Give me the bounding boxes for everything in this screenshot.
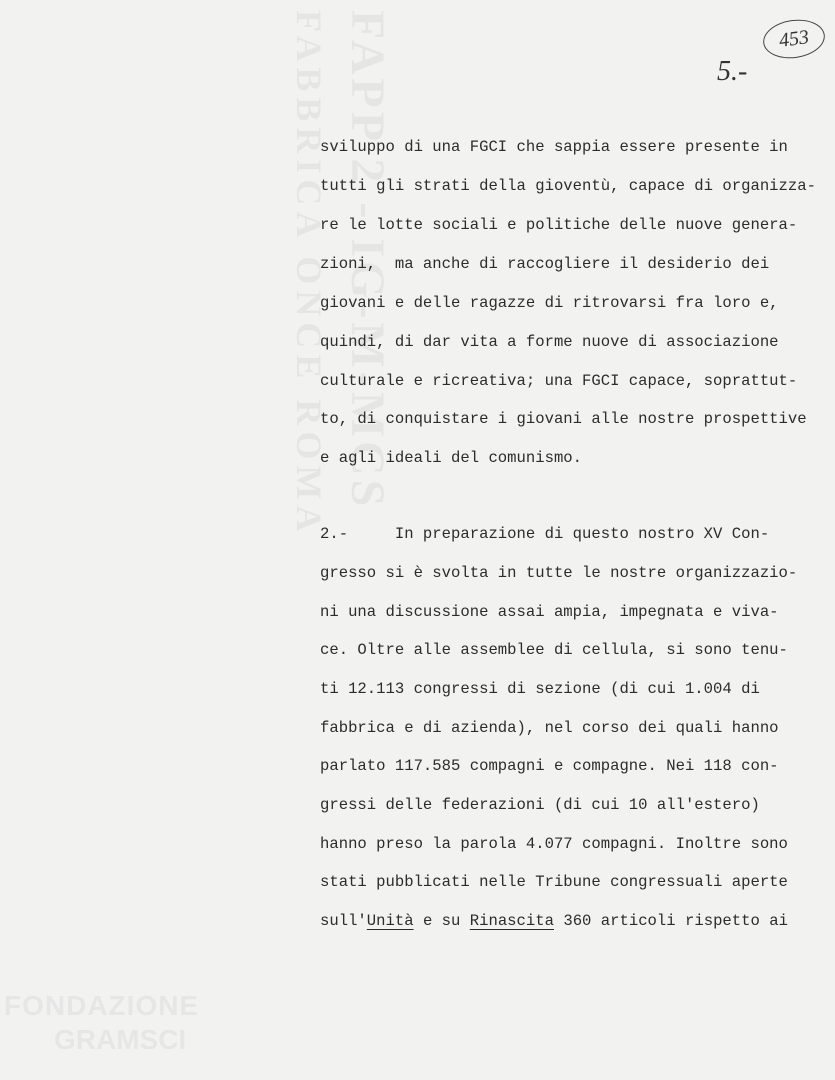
- text-line: culturale e ricreativa; una FGCI capace, soprattut-: [320, 372, 798, 390]
- watermark-text: FABBRICA ONCE ROMA: [289, 10, 329, 538]
- foundation-logo: [4, 990, 204, 1070]
- text-line: quindi, di dar vita a forme nuove di associazione: [320, 333, 779, 351]
- text-fragment: 360 articoli rispetto ai: [553, 912, 788, 930]
- text-line: to, di conquistare i giovani alle nostre prospettive: [320, 410, 807, 428]
- text-line: giovani e delle ragazze di ritrovarsi fra loro e,: [320, 294, 779, 312]
- text-line-last: [320, 912, 788, 930]
- text-line: tutti gli strati della gioventù, capace di organizza-: [320, 177, 816, 195]
- underlined-title-unita: Unità: [366, 912, 414, 930]
- page-number: 5.-: [717, 56, 748, 87]
- archive-stamp: 453: [761, 16, 828, 62]
- foundation-name: FONDAZIONE: [4, 990, 200, 1021]
- text-line: ti 12.113 congressi di sezione (di cui 1.004 di: [320, 680, 760, 698]
- text-line: hanno preso la parola 4.077 compagni. Inoltre sono: [320, 835, 788, 853]
- text-line: ni una discussione assai ampia, impegnata e viva-: [320, 603, 779, 621]
- text-fragment: e su: [413, 912, 470, 930]
- text-line: 2.- In preparazione di questo nostro XV Con-: [320, 525, 770, 543]
- underlined-title-rinascita: Rinascita: [469, 912, 554, 930]
- text-fragment: sull': [320, 912, 367, 930]
- text-line: gressi delle federazioni (di cui 10 all'estero): [320, 796, 760, 814]
- text-line: ce. Oltre alle assemblee di cellula, si sono tenu-: [320, 641, 788, 659]
- watermark-text: FAPP 2 - IG-M-MCS: [341, 10, 394, 511]
- text-line: sviluppo di una FGCI che sappia essere presente in: [320, 138, 788, 156]
- text-line: zioni, ma anche di raccogliere il desiderio dei: [320, 255, 770, 273]
- text-line: gresso si è svolta in tutte le nostre organizzazio-: [320, 564, 798, 582]
- text-line: e agli ideali del comunismo.: [320, 449, 583, 467]
- text-line: parlato 117.585 compagni e compagne. Nei 118 con-: [320, 757, 779, 775]
- foundation-name: GRAMSCI: [54, 1024, 187, 1055]
- text-line: re le lotte sociali e politiche delle nuove genera-: [320, 216, 798, 234]
- text-line: stati pubblicati nelle Tribune congressuali aperte: [320, 873, 788, 891]
- text-line: fabbrica e di azienda), nel corso dei quali hanno: [320, 719, 779, 737]
